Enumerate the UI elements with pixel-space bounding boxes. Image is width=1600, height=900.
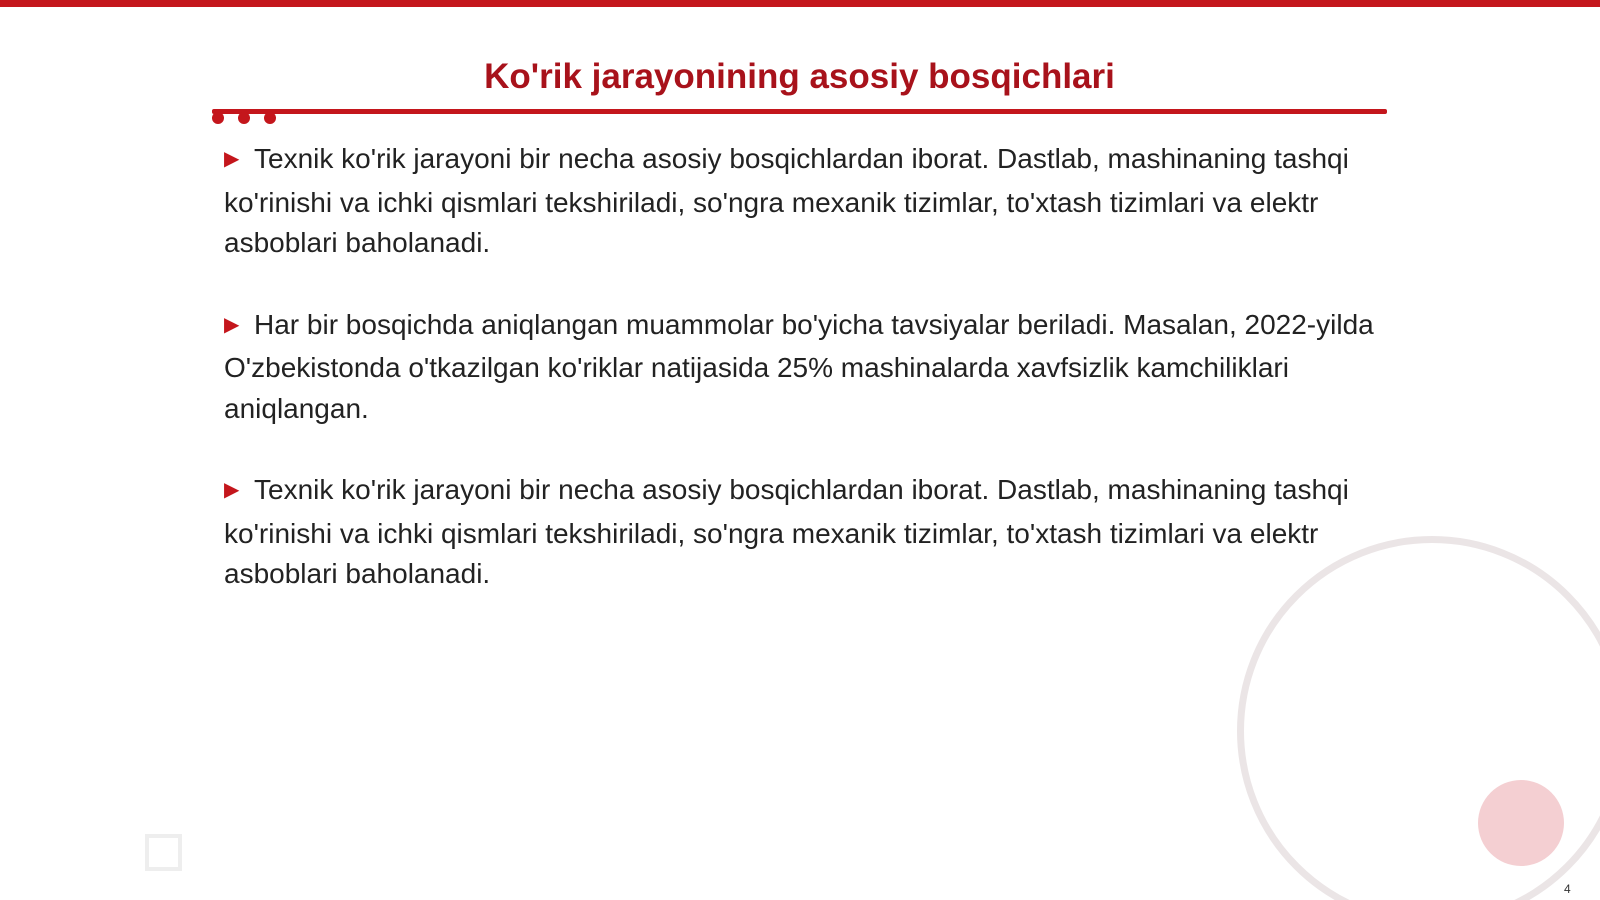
title-underline bbox=[212, 109, 1387, 114]
bullet-text: Har bir bosqichda aniqlangan muammolar bo'yicha tavsiyalar beriladi. Masalan, 2022-yilda O'zbekistonda o'tkazilgan ko'riklar natijasida 25% mashinalarda xavfsizlik kamchiliklari aniqlangan. bbox=[224, 308, 1374, 424]
triangle-bullet-icon: ▶ bbox=[224, 313, 240, 336]
decorative-dot-icon bbox=[212, 112, 224, 124]
decorative-square-icon bbox=[145, 834, 182, 871]
triangle-bullet-icon: ▶ bbox=[224, 479, 240, 501]
page-number: 4 bbox=[1564, 882, 1571, 896]
bullet-text: Texnik ko'rik jarayoni bir necha asosiy bosqichlardan iborat. Dastlab, mashinaning tashqi ko'rinishi va ichki qismlari tekshiriladi, so'ngra mexanik tizimlar, to'xtash tizimlari va elektr asboblari baholanadi. bbox=[224, 474, 1349, 589]
top-accent-bar bbox=[0, 0, 1600, 7]
bullet-paragraph bbox=[224, 470, 1384, 595]
bullet-text: Texnik ko'rik jarayoni bir necha asosiy bosqichlardan iborat. Dastlab, mashinaning tashqi ko'rinishi va ichki qismlari tekshiriladi, so'ngra mexanik tizimlar, to'xtash tizimlari va elektr asboblari baholanadi. bbox=[224, 143, 1349, 258]
decorative-dot-icon bbox=[238, 112, 250, 124]
triangle-bullet-icon: ▶ bbox=[224, 148, 240, 170]
bullet-list bbox=[224, 139, 1384, 636]
slide-title: Ko'rik jarayonining asosiy bosqichlari bbox=[484, 57, 1115, 96]
decorative-pink-circle-icon bbox=[1478, 780, 1564, 866]
bullet-paragraph bbox=[224, 305, 1384, 430]
decorative-dot-icon bbox=[264, 112, 276, 124]
bullet-paragraph bbox=[224, 139, 1384, 264]
